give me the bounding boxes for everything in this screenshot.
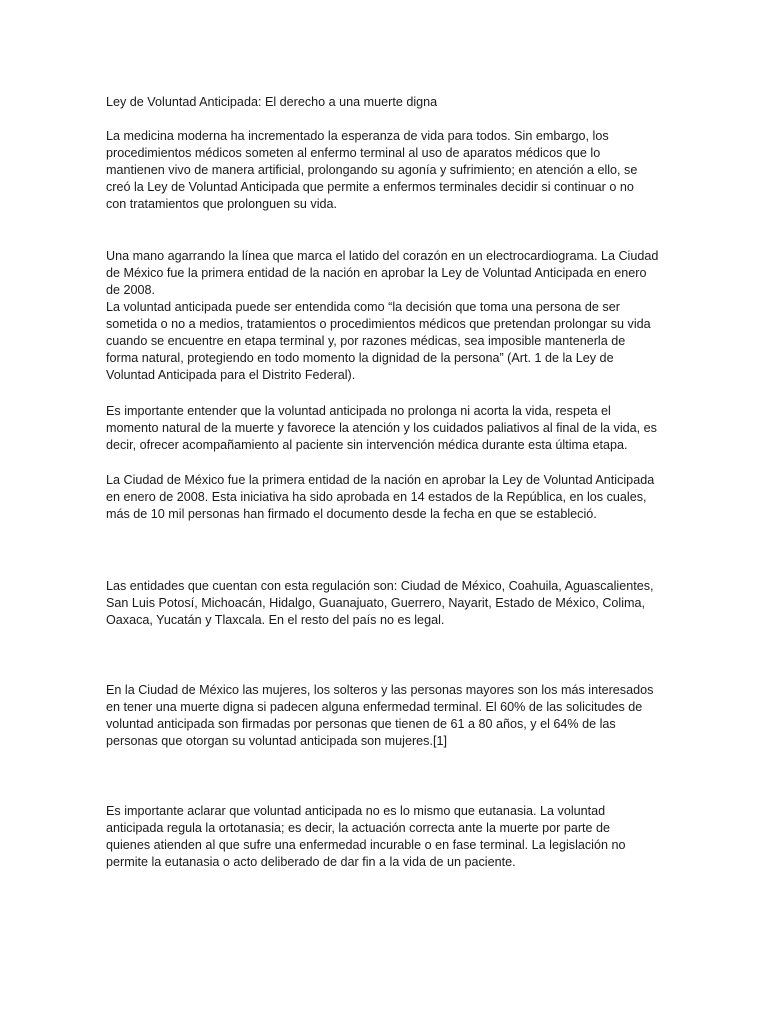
paragraph-line: momento natural de la muerte y favorece la atención y los cuidados paliativos al final de la vida, es (106, 421, 657, 435)
paragraph-states (106, 578, 666, 629)
paragraph-line: Es importante entender que la voluntad anticipada no prolonga ni acorta la vida, respeta el (106, 404, 611, 418)
paragraph-line: permite la eutanasia o acto deliberado de dar fin a la vida de un paciente. (106, 855, 516, 869)
paragraph-line: decir, ofrecer acompañamiento al paciente sin intervención médica durante esta última etapa. (106, 438, 628, 452)
paragraph-line: sometida o no a medios, tratamientos o procedimientos médicos que pretendan prolongar su vida (106, 317, 651, 331)
paragraph-line: anticipada regula la ortotanasia; es decir, la actuación correcta ante la muerte por parte de (106, 821, 611, 835)
paragraph-line: procedimientos médicos someten al enfermo terminal al uso de aparatos médicos que lo (106, 146, 601, 160)
paragraph-line: quienes atienden al que sufre una enfermedad incurable o en fase terminal. La legislación no (106, 838, 626, 852)
paragraph-line: creó la Ley de Voluntad Anticipada que permite a enfermos terminales decidir si continuar o no (106, 180, 634, 194)
paragraph-line: Oaxaca, Yucatán y Tlaxcala. En el resto del país no es legal. (106, 613, 445, 627)
paragraph-statistics (106, 682, 666, 750)
paragraph-line: mantienen vivo de manera artificial, prolongando su agonía y sufrimiento; en atención a ello, se (106, 163, 638, 177)
paragraph-line: La Ciudad de México fue la primera entidad de la nación en aprobar la Ley de Voluntad Anticipada (106, 473, 655, 487)
paragraph-line: de 2008. (106, 283, 156, 297)
paragraph-line: voluntad anticipada son firmadas por personas que tienen de 61 a 80 años, y el 64% de las (106, 717, 616, 731)
paragraph-line: con tratamientos que prolonguen su vida. (106, 197, 338, 211)
paragraph-intro (106, 128, 666, 213)
paragraph-line: Una mano agarrando la línea que marca el latido del corazón en un electrocardiograma. La Ciudad (106, 249, 659, 263)
paragraph-line: en enero de 2008. Esta iniciativa ha sido aprobada en 14 estados de la República, en los cuales, (106, 490, 647, 504)
paragraph-line: forma natural, protegiendo en todo momento la dignidad de la persona” (Art. 1 de la Ley de (106, 351, 614, 365)
paragraph-definition (106, 248, 666, 384)
paragraph-line: La voluntad anticipada puede ser entendida como “la decisión que toma una persona de ser (106, 300, 620, 314)
paragraph-line: La medicina moderna ha incrementado la esperanza de vida para todos. Sin embargo, los (106, 129, 609, 143)
paragraph-line: en tener una muerte digna si padecen alguna enfermedad terminal. El 60% de las solicitudes de (106, 700, 643, 714)
paragraph-line: San Luis Potosí, Michoacán, Hidalgo, Guanajuato, Guerrero, Nayarit, Estado de México, Colima, (106, 596, 646, 610)
paragraph-history (106, 472, 666, 523)
paragraph-euthanasia (106, 803, 666, 871)
title-line: Ley de Voluntad Anticipada: El derecho a una muerte digna (106, 95, 438, 109)
paragraph-line: Es importante aclarar que voluntad anticipada no es lo mismo que eutanasia. La voluntad (106, 804, 606, 818)
paragraph-line: de México fue la primera entidad de la nación en aprobar la Ley de Voluntad Anticipada en enero (106, 266, 647, 280)
paragraph-line: cuando se encuentre en etapa terminal y, por razones médicas, sea imposible mantenerla de (106, 334, 626, 348)
paragraph-line: personas que otorgan su voluntad anticipada son mujeres.[1] (106, 734, 447, 748)
document-title (106, 94, 666, 111)
paragraph-line: más de 10 mil personas han firmado el documento desde la fecha en que se estableció. (106, 507, 597, 521)
paragraph-importance (106, 403, 666, 454)
paragraph-line: En la Ciudad de México las mujeres, los solteros y las personas mayores son los más interesados (106, 683, 654, 697)
paragraph-line: Voluntad Anticipada para el Distrito Federal). (106, 368, 356, 382)
paragraph-line: Las entidades que cuentan con esta regulación son: Ciudad de México, Coahuila, Aguascalientes, (106, 579, 654, 593)
